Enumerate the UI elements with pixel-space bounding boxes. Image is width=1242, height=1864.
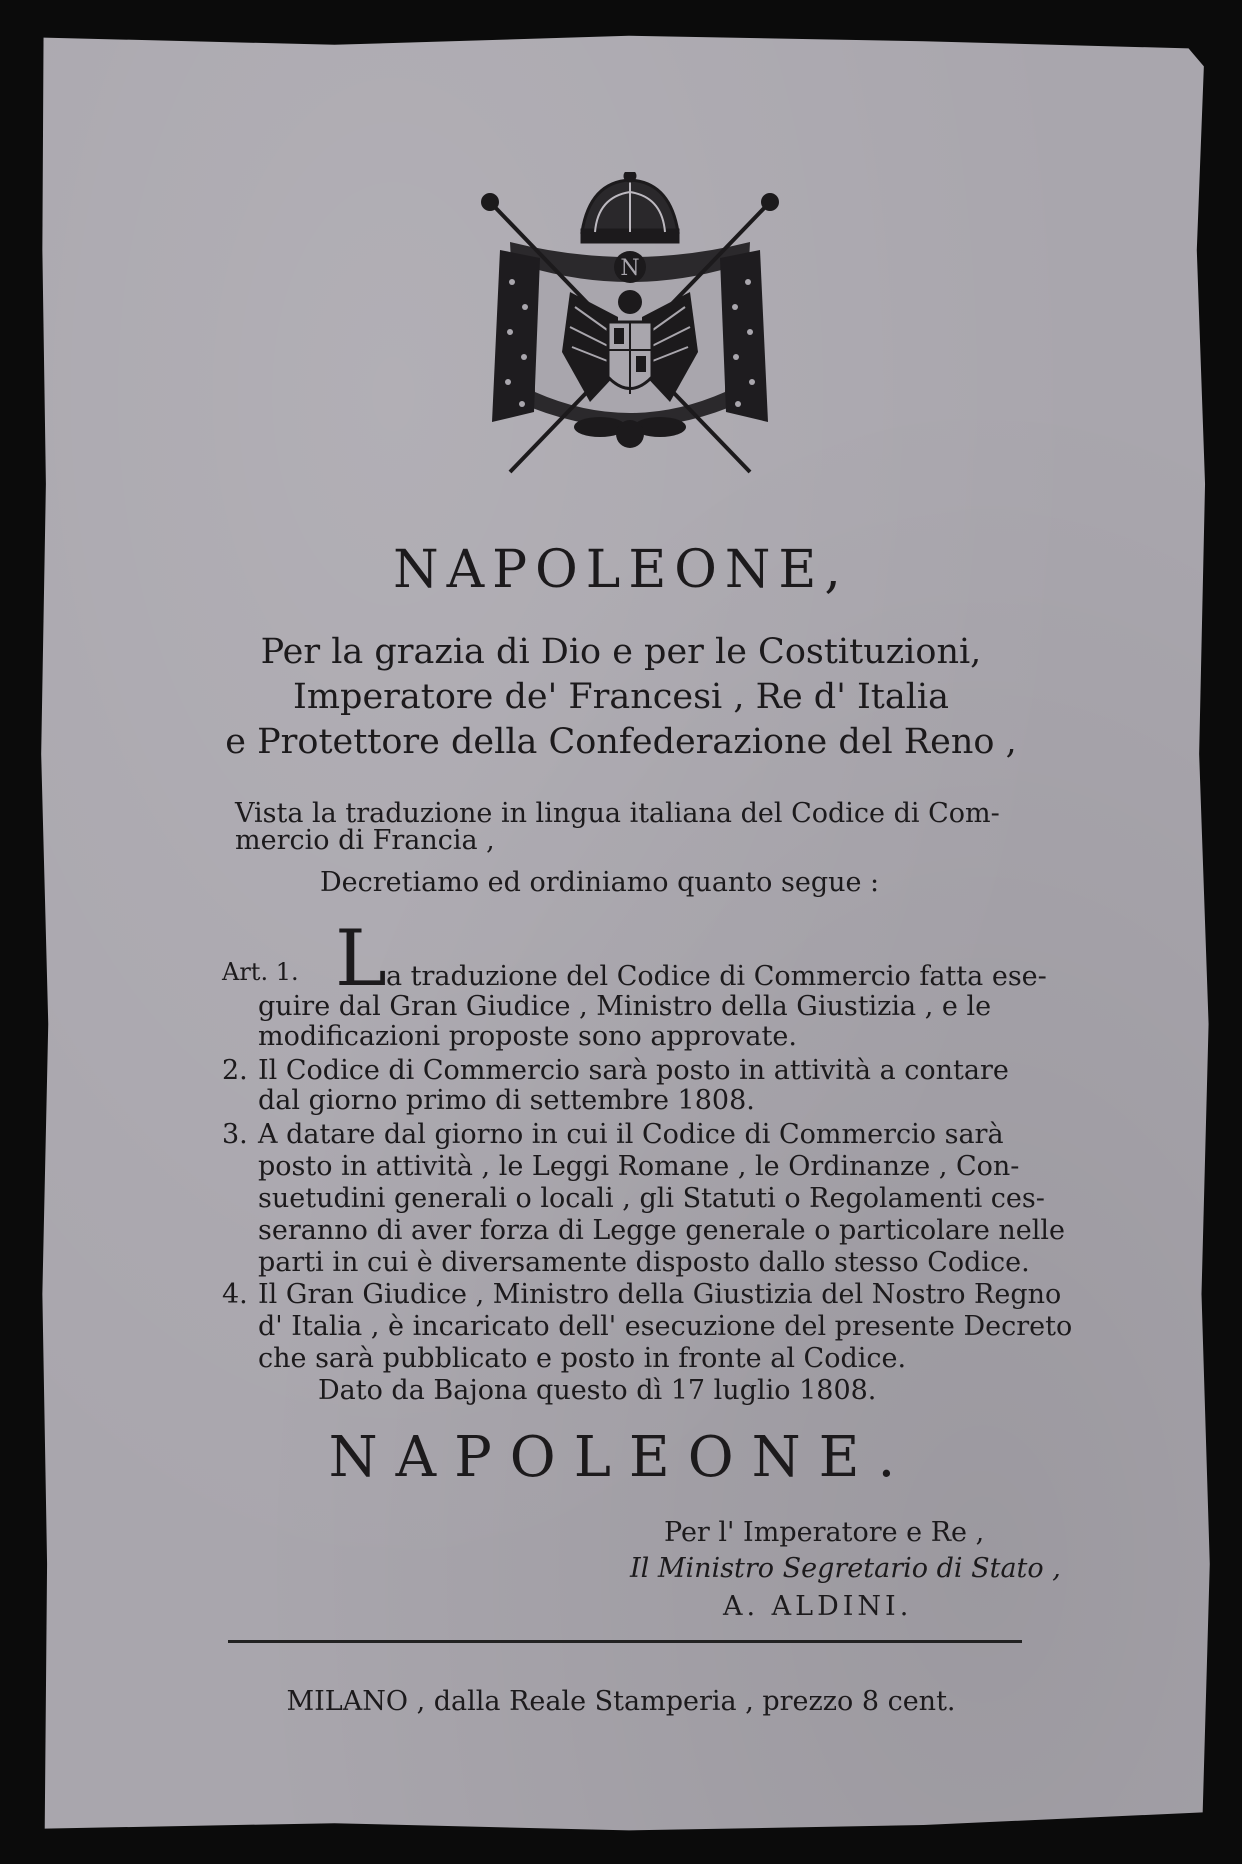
article-4-number: 4. xyxy=(222,1279,248,1310)
article-2-line-1: Il Codice di Commercio sarà posto in attività a contare xyxy=(258,1055,1009,1086)
article-4-line-1: Il Gran Giudice , Ministro della Giustizia del Nostro Regno xyxy=(258,1279,1062,1310)
article-2-line-2: dal giorno primo di settembre 1808. xyxy=(258,1085,755,1116)
preamble-line-1: Vista la traduzione in lingua italiana del Codice di Com- xyxy=(235,798,1000,829)
article-3-line-1: A datare dal giorno in cui il Codice di Commercio sarà xyxy=(258,1119,1004,1150)
countersign-line-1: Per l' Imperatore e Re , xyxy=(664,1517,985,1548)
preamble-decree-line: Decretiamo ed ordiniamo quanto segue : xyxy=(320,867,880,898)
svg-text:N: N xyxy=(620,256,640,281)
article-1-line-2: guire dal Gran Giudice , Ministro della Giustizia , e le xyxy=(258,991,992,1022)
article-4-line-2: d' Italia , è incaricato dell' esecuzione del presente Decreto xyxy=(258,1311,1073,1342)
foliage-icon xyxy=(574,417,686,448)
preamble-line-2: mercio di Francia , xyxy=(235,825,495,856)
countersign-line-3: A. ALDINI. xyxy=(723,1591,913,1622)
article-1-line-1: a traduzione del Codice di Commercio fatta ese- xyxy=(386,961,1047,992)
signature: NAPOLEONE. xyxy=(328,1425,914,1490)
article-1-dropcap: L xyxy=(335,914,387,1004)
article-2-number: 2. xyxy=(222,1055,248,1086)
article-3-line-4: seranno di aver forza di Legge generale o particolare nelle xyxy=(258,1215,1066,1246)
divider-rule xyxy=(228,1640,1022,1643)
monogram-icon xyxy=(614,251,646,283)
printer-imprint: MILANO , dalla Reale Stamperia , prezzo 8 cent. xyxy=(286,1686,956,1717)
title-line-3: e Protettore della Confederazione del Reno , xyxy=(225,722,1017,762)
article-1-line-3: modificazioni proposte sono approvate. xyxy=(258,1021,797,1052)
article-4-line-3: che sarà pubblicato e posto in fronte al Codice. xyxy=(258,1343,907,1374)
date-line: Dato da Bajona questo dì 17 luglio 1808. xyxy=(318,1375,877,1406)
coat-of-arms-icon xyxy=(470,172,790,492)
title-line-1: Per la grazia di Dio e per le Costituzioni, xyxy=(260,632,982,672)
article-3-line-5: parti in cui è diversamente disposto dallo stesso Codice. xyxy=(258,1247,1030,1278)
article-3-number: 3. xyxy=(222,1119,248,1150)
shield-icon xyxy=(608,322,652,394)
decree-heading: NAPOLEONE, xyxy=(393,540,849,600)
title-line-2: Imperatore de' Francesi , Re d' Italia xyxy=(293,677,949,717)
countersign-line-2: Il Ministro Segretario di Stato , xyxy=(630,1553,1061,1584)
crown-icon xyxy=(582,172,678,242)
article-3-line-2: posto in attività , le Leggi Romane , le Ordinanze , Con- xyxy=(258,1151,1020,1182)
article-3-line-3: suetudini generali o locali , gli Statuti o Regolamenti ces- xyxy=(258,1183,1045,1214)
article-1-number: Art. 1. xyxy=(222,958,299,986)
